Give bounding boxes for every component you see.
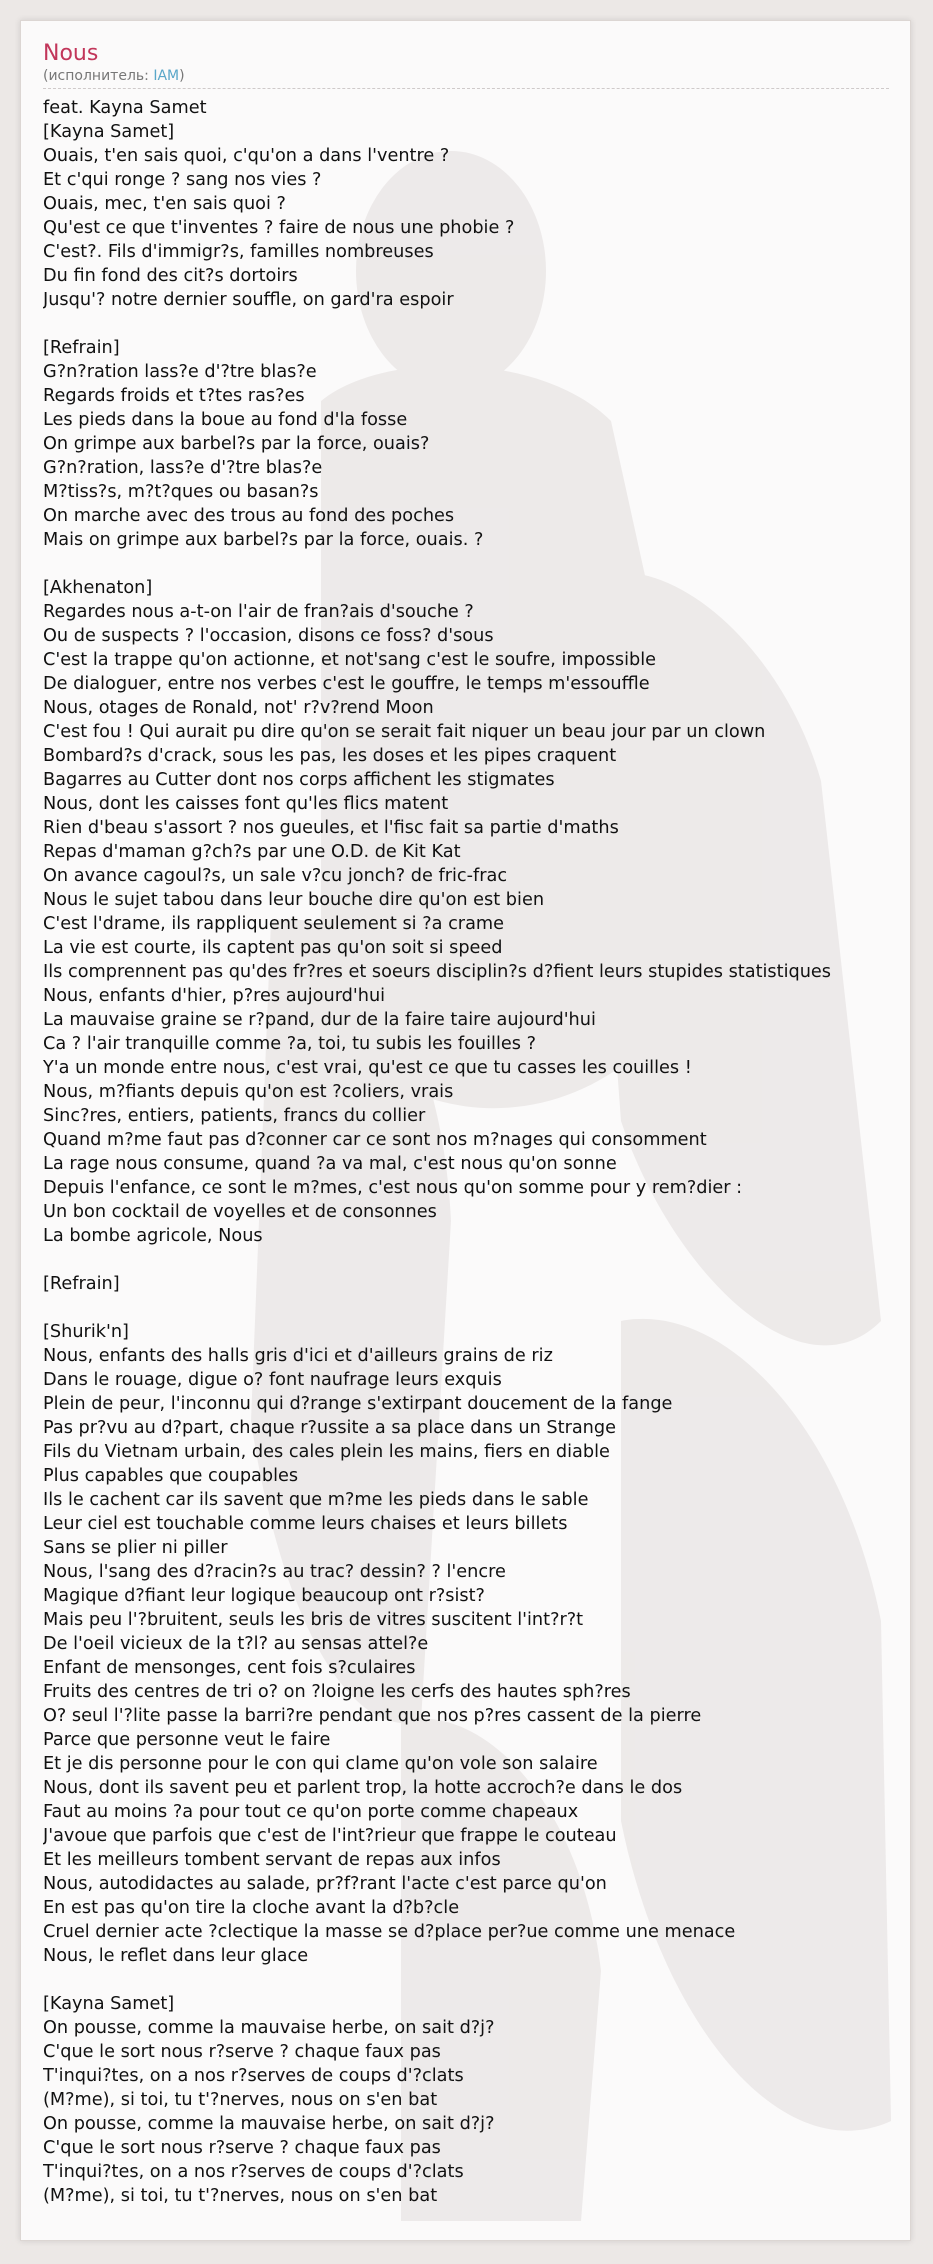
lyric-line: Mais peu l'?bruitent, seuls les bris de vitres suscitent l'int?r?t [43,1610,584,1630]
lyric-line: On grimpe aux barbel?s par la force, ouais? [43,434,430,454]
lyric-line: C'que le sort nous r?serve ? chaque faux pas [43,2042,441,2062]
lyric-line [43,1296,911,1320]
lyric-line: De dialoguer, entre nos verbes c'est le gouffre, le temps m'essouffle [43,674,650,694]
lyric-line: C'est?. Fils d'immigr?s, familles nombreuses [43,242,434,262]
lyric-line: [Kayna Samet] [43,122,175,142]
lyric-line: La rage nous consume, quand ?a va mal, c'est nous qu'on sonne [43,1154,617,1174]
lyric-line: [Refrain] [43,338,120,358]
lyric-line: La mauvaise graine se r?pand, dur de la faire taire aujourd'hui [43,1010,596,1030]
lyric-line: [Kayna Samet] [43,1994,175,2014]
lyric-line: Qu'est ce que t'inventes ? faire de nous une phobie ? [43,218,515,238]
lyric-line: Repas d'maman g?ch?s par une O.D. de Kit Kat [43,842,461,862]
lyric-line: Et c'qui ronge ? sang nos vies ? [43,170,322,190]
lyric-line: Ils comprennent pas qu'des fr?res et soeurs disciplin?s d?fient leurs stupides statistiques [43,962,832,982]
lyric-line: G?n?ration lass?e d'?tre blas?e [43,362,317,382]
lyric-line [43,312,911,336]
lyric-line: (M?me), si toi, tu t'?nerves, nous on s'en bat [43,2186,438,2206]
lyric-line: O? seul l'?lite passe la barri?re pendant que nos p?res cassent de la pierre [43,1706,702,1726]
lyric-line: Ouais, mec, t'en sais quoi ? [43,194,286,214]
lyric-line: Nous, le reflet dans leur glace [43,1946,309,1966]
lyrics-content [43,41,903,2208]
lyric-line: Faut au moins ?a pour tout ce qu'on porte comme chapeaux [43,1802,579,1822]
lyric-line: Leur ciel est touchable comme leurs chaises et leurs billets [43,1514,568,1534]
lyric-line: Et les meilleurs tombent servant de repas aux infos [43,1850,501,1870]
lyric-line: Enfant de mensonges, cent fois s?culaires [43,1658,416,1678]
lyric-line: Plein de peur, l'inconnu qui d?range s'extirpant doucement de la fange [43,1394,673,1414]
lyric-line: C'est fou ! Qui aurait pu dire qu'on se serait fait niquer un beau jour par un clown [43,722,766,742]
lyric-line: Parce que personne veut le faire [43,1730,331,1750]
lyric-line: La bombe agricole, Nous [43,1226,263,1246]
lyric-line: Dans le rouage, digue o? font naufrage leurs exquis [43,1370,502,1390]
lyric-line: C'est l'drame, ils rappliquent seulement si ?a crame [43,914,505,934]
lyric-line: [Shurik'n] [43,1322,129,1342]
lyric-line [43,1248,911,1272]
lyric-line: Nous, dont les caisses font qu'les flics matent [43,794,449,814]
lyric-line: Nous, dont ils savent peu et parlent trop, la hotte accroch?e dans le dos [43,1778,683,1798]
lyric-line: En est pas qu'on tire la cloche avant la d?b?cle [43,1898,460,1918]
lyric-line: Fils du Vietnam urbain, des cales plein les mains, fiers en diable [43,1442,610,1462]
lyric-line: Quand m?me faut pas d?conner car ce sont nos m?nages qui consomment [43,1130,707,1150]
lyric-line: Pas pr?vu au d?part, chaque r?ussite a sa place dans un Strange [43,1418,617,1438]
lyric-line: Jusqu'? notre dernier souffle, on gard'ra espoir [43,290,454,310]
lyric-line: Nous, autodidactes au salade, pr?f?rant l'acte c'est parce qu'on [43,1874,607,1894]
lyric-line: Ca ? l'air tranquille comme ?a, toi, tu subis les fouilles ? [43,1034,536,1054]
lyric-line: Sinc?res, entiers, patients, francs du collier [43,1106,426,1126]
lyric-line: Sans se plier ni piller [43,1538,228,1558]
lyric-line: G?n?ration, lass?e d'?tre blas?e [43,458,323,478]
lyric-line: Un bon cocktail de voyelles et de consonnes [43,1202,437,1222]
lyric-line: feat. Kayna Samet [43,98,207,118]
lyric-line: Nous, enfants d'hier, p?res aujourd'hui [43,986,386,1006]
lyric-line [43,1968,911,1992]
lyric-line: Regardes nous a-t-on l'air de fran?ais d'souche ? [43,602,474,622]
artist-link[interactable]: IAM [153,68,180,84]
lyric-line: Ouais, t'en sais quoi, c'qu'on a dans l'ventre ? [43,146,450,166]
lyrics-text [43,96,911,2208]
lyric-line: T'inqui?tes, on a nos r?serves de coups d'?clats [43,2066,464,2086]
song-title: Nous [43,41,99,66]
lyric-line: Bombard?s d'crack, sous les pas, les doses et les pipes craquent [43,746,617,766]
lyric-line: Du fin fond des cit?s dortoirs [43,266,298,286]
lyric-line: Nous, enfants des halls gris d'ici et d'ailleurs grains de riz [43,1346,553,1366]
lyric-line: Y'a un monde entre nous, c'est vrai, qu'est ce que tu casses les couilles ! [43,1058,692,1078]
lyric-line: Magique d?fiant leur logique beaucoup ont r?sist? [43,1586,485,1606]
lyric-line: Depuis l'enfance, ce sont le m?mes, c'est nous qu'on somme pour y rem?dier : [43,1178,743,1198]
lyric-line: C'que le sort nous r?serve ? chaque faux pas [43,2138,441,2158]
lyric-line: T'inqui?tes, on a nos r?serves de coups d'?clats [43,2162,464,2182]
lyric-line: Les pieds dans la boue au fond d'la fosse [43,410,408,430]
lyric-line: (M?me), si toi, tu t'?nerves, nous on s'en bat [43,2090,438,2110]
lyric-line: M?tiss?s, m?t?ques ou basan?s [43,482,319,502]
lyric-line: [Refrain] [43,1274,120,1294]
subtitle-prefix: (исполнитель: [43,68,154,84]
lyric-line: De l'oeil vicieux de la t?l? au sensas attel?e [43,1634,429,1654]
lyric-line: Mais on grimpe aux barbel?s par la force, ouais. ? [43,530,484,550]
lyric-line: On avance cagoul?s, un sale v?cu jonch? de fric-frac [43,866,508,886]
lyric-line: Bagarres au Cutter dont nos corps affichent les stigmates [43,770,555,790]
lyric-line: On pousse, comme la mauvaise herbe, on sait d?j? [43,2114,495,2134]
lyric-line [43,552,911,576]
lyric-line: On pousse, comme la mauvaise herbe, on sait d?j? [43,2018,495,2038]
lyric-line: C'est la trappe qu'on actionne, et not'sang c'est le soufre, impossible [43,650,657,670]
lyric-line: Et je dis personne pour le con qui clame qu'on vole son salaire [43,1754,598,1774]
lyric-line: Ou de suspects ? l'occasion, disons ce foss? d'sous [43,626,494,646]
lyric-line: On marche avec des trous au fond des poches [43,506,455,526]
lyric-line: Nous, l'sang des d?racin?s au trac? dessin? ? l'encre [43,1562,506,1582]
lyric-line: Ils le cachent car ils savent que m?me les pieds dans le sable [43,1490,589,1510]
lyric-line: Cruel dernier acte ?clectique la masse se d?place per?ue comme une menace [43,1922,736,1942]
lyric-line: Regards froids et t?tes ras?es [43,386,305,406]
lyric-line: Plus capables que coupables [43,1466,299,1486]
lyric-line: Nous, otages de Ronald, not' r?v?rend Moon [43,698,434,718]
lyric-line: J'avoue que parfois que c'est de l'int?rieur que frappe le couteau [43,1826,617,1846]
lyric-line: Nous le sujet tabou dans leur bouche dire qu'on est bien [43,890,545,910]
artist-subtitle [43,67,889,89]
lyric-line: Rien d'beau s'assort ? nos gueules, et l'fisc fait sa partie d'maths [43,818,619,838]
lyrics-card [20,20,911,2241]
subtitle-suffix: ) [179,68,185,84]
lyric-line: Nous, m?fiants depuis qu'on est ?coliers, vrais [43,1082,454,1102]
lyric-line: La vie est courte, ils captent pas qu'on soit si speed [43,938,503,958]
lyric-line: Fruits des centres de tri o? on ?loigne les cerfs des hautes sph?res [43,1682,631,1702]
lyric-line: [Akhenaton] [43,578,153,598]
